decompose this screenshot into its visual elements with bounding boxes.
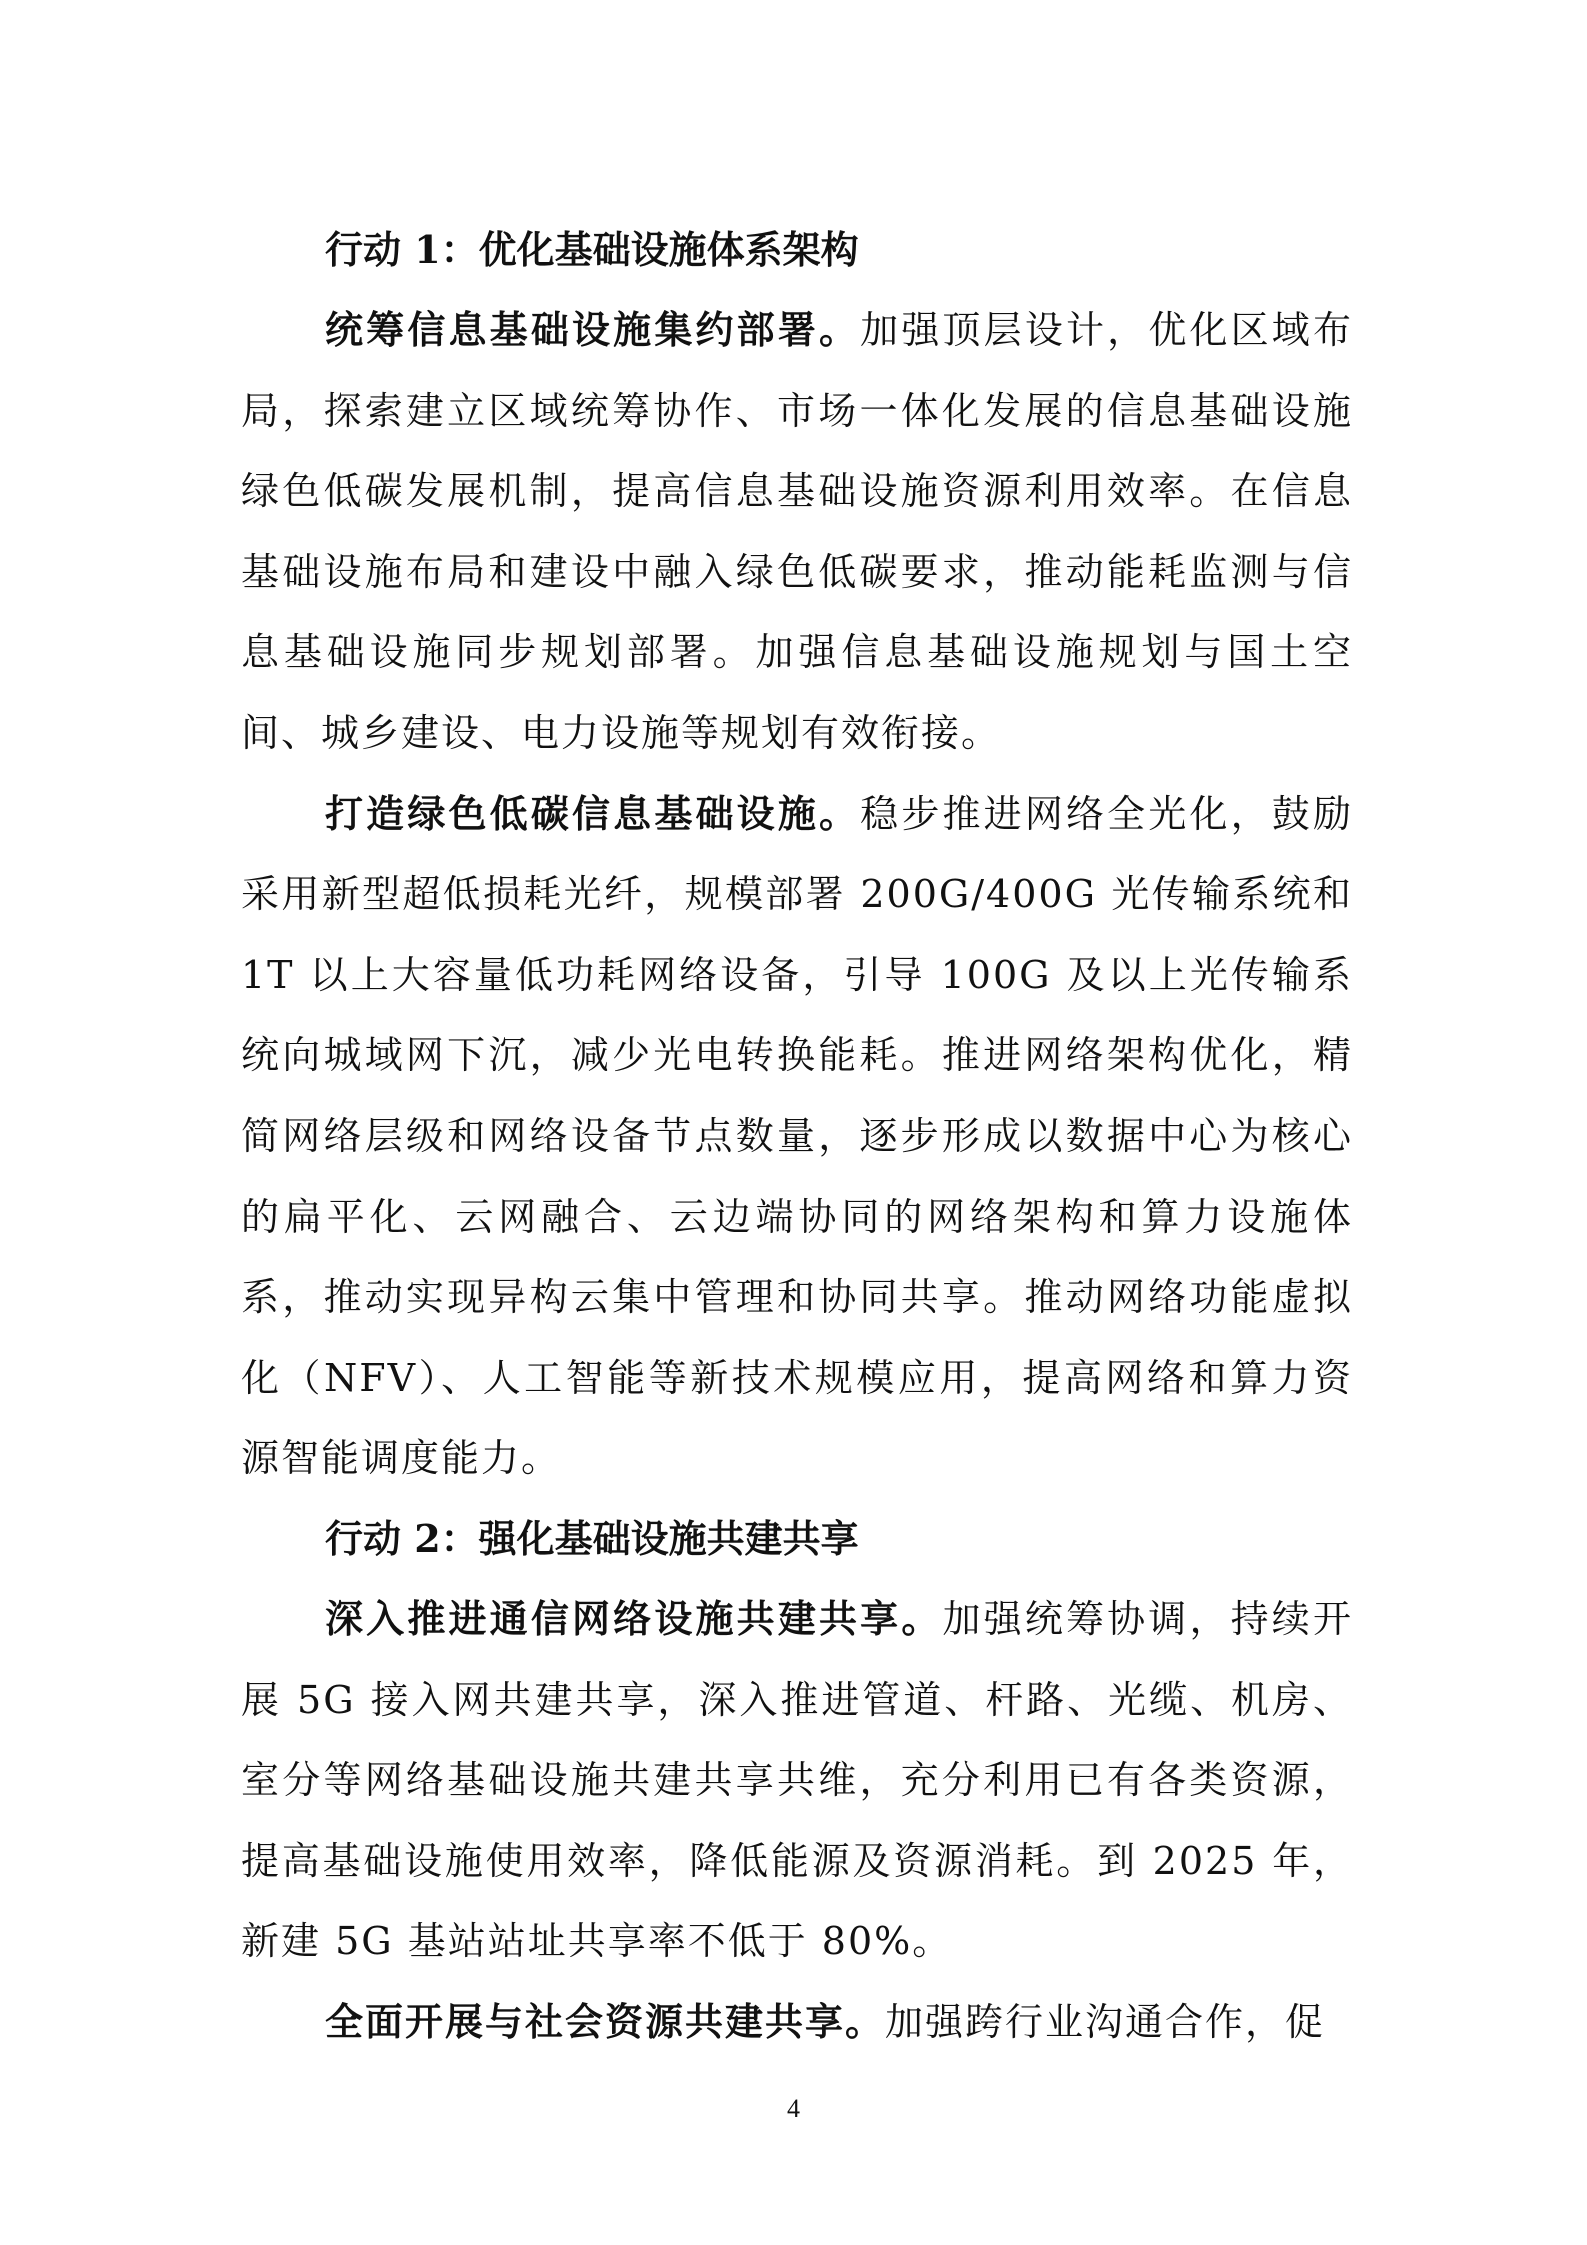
paragraph-body: 加强跨行业沟通合作，促: [885, 1999, 1326, 2044]
document-body: [241, 210, 1353, 2062]
paragraph: [241, 1982, 1353, 2063]
page-number: 4: [787, 2094, 800, 2123]
paragraph-body: 加强统筹协调，持续开展 5G 接入网共建共享，深入推进管道、杆路、光缆、机房、室分等网络基础设施共建共享共维，充分利用已有各类资源，提高基础设施使用效率，降低能源及资源消耗。到 2025 年，新建 5G 基站站址共享率不低于 80%。: [241, 1596, 1353, 1964]
section-heading-action-1: 行动 1：优化基础设施体系架构: [325, 227, 859, 272]
paragraph: [241, 1579, 1353, 1982]
section-heading-action-2: 行动 2：强化基础设施共建共享: [325, 1515, 859, 1561]
paragraph-lead: 打造绿色低碳信息基础设施。: [325, 790, 861, 836]
paragraph-lead: 统筹信息基础设施集约部署。: [325, 307, 861, 352]
paragraph-body: 加强顶层设计，优化区域布局，探索建立区域统筹协作、市场一体化发展的信息基础设施绿色低碳发展机制，提高信息基础设施资源利用效率。在信息基础设施布局和建设中融入绿色低碳要求，推动能耗监测与信息基础设施同步规划部署。加强信息基础设施规划与国土空间、城乡建设、电力设施等规划有效衔接。: [241, 308, 1353, 755]
paragraph: [241, 290, 1353, 774]
paragraph-lead: 全面开展与社会资源共建共享。: [325, 1998, 886, 2044]
paragraph-body: 稳步推进网络全光化，鼓励采用新型超低损耗光纤，规模部署 200G/400G 光传输系统和 1T 以上大容量低功耗网络设备，引导 100G 及以上光传输系统向城域网下沉，减少光电转换能耗。推进网络架构优化，精简网络层级和网络设备节点数量，逐步形成以数据中心为核心的扁平化、云网融合、云边端协同的网络架构和算力设施体系，推动实现异构云集中管理和协同共享。推动网络功能虚拟化（NFV）、人工智能等新技术规模应用，提高网络和算力资源智能调度能力。: [241, 791, 1353, 1481]
paragraph-lead: 深入推进通信网络设施共建共享。: [325, 1595, 943, 1641]
paragraph: [241, 774, 1353, 1499]
